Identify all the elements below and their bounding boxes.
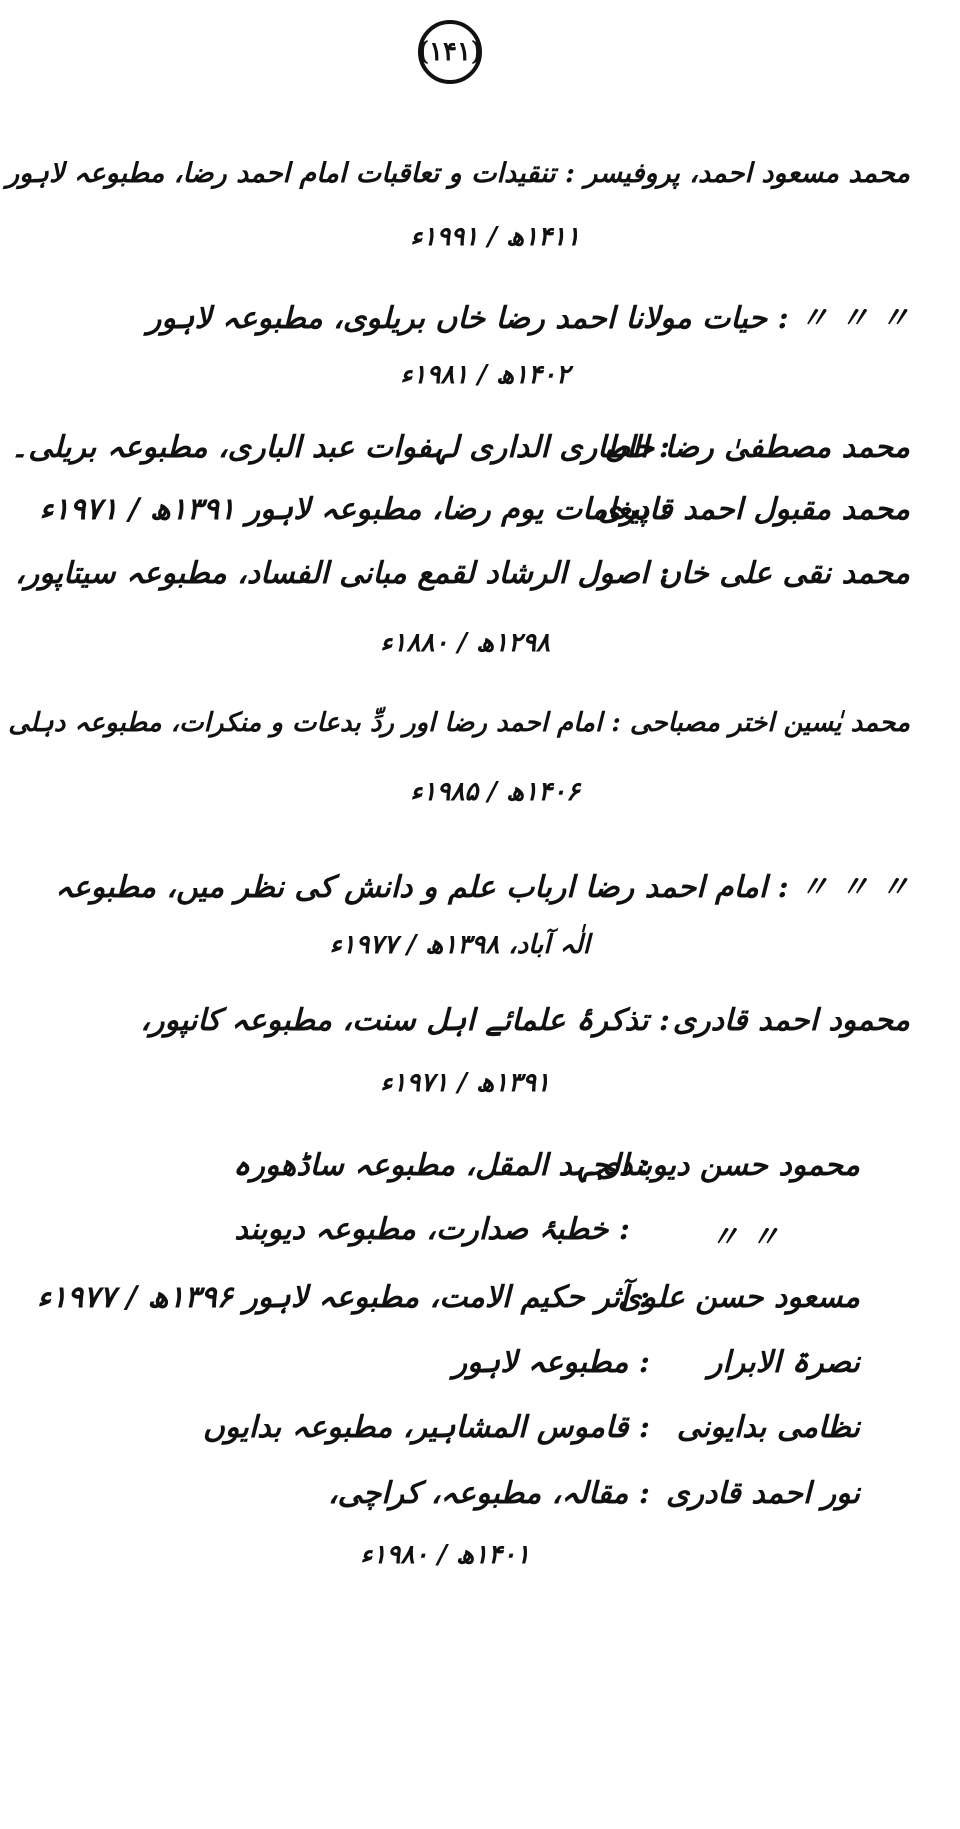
entry-11-author: مسعود حسن علوی [617,1280,860,1315]
entry-11-text: : آثر حکیم الامت، مطبوعہ لاہور ۱۳۹۶ھ / ۱۹۷۷ء [37,1280,650,1315]
entry-9-text: : الجہد المقل، مطبوعہ ساڈھورہ [232,1148,650,1183]
entry-4-author: محمد مقبول احمد قادری [597,492,910,527]
entry-12-text: : مطبوعہ لاہور [452,1345,650,1380]
entry-5-text: : اصول الرشاد لقمع مبانی الفساد، مطبوعہ سیتاپور، [15,556,670,591]
entry-13-author: نظامی بدایونی [676,1410,860,1445]
entry-7-text: 〃 〃 〃 : امام احمد رضا ارباب علم و دانش کی نظر میں، مطبوعہ [55,870,910,905]
entry-12-author: نصرۃ الابرار [707,1345,860,1380]
entry-1-date: ۱۴۱۱ھ / ۱۹۹۱ء [410,222,580,252]
entry-8-text: : تذکرۂ علمائے اہل سنت، مطبوعہ کانپور، [140,1003,670,1038]
entry-14-date: ۱۴۰۱ھ / ۱۹۸۰ء [360,1540,530,1570]
entry-13-text: : قاموس المشاہیر، مطبوعہ بدایوں [202,1410,650,1445]
entry-2-date: ۱۴۰۲ھ / ۱۹۸۱ء [400,360,570,390]
entry-5-date: ۱۲۹۸ھ / ۱۸۸۰ء [380,628,550,658]
entry-5-author: محمد نقی علی خاں [659,556,910,591]
entry-14-author: نور احمد قادری [665,1476,860,1511]
entry-10-text: : خطبۂ صدارت، مطبوعہ دیوبند [234,1212,630,1247]
entry-1-text: محمد مسعود احمد، پروفیسر : تنقیدات و تعاقبات امام احمد رضا، مطبوعہ لاہور [6,158,910,189]
entry-7-date: الٰہ آباد، ۱۳۹۸ھ / ۱۹۷۷ء [329,930,590,960]
page-number: (۱۴۱) [418,20,482,84]
entry-8-date: ۱۳۹۱ھ / ۱۹۷۱ء [380,1068,550,1098]
entry-8-author: محمود احمد قادری [672,1003,910,1038]
entry-3-text: : الطاری الداری لہفوات عبد الباری، مطبوعہ بریلی۔ [10,430,670,465]
entry-4-text: : پیغامات یوم رضا، مطبوعہ لاہور ۱۳۹۱ھ / ۱۹۷۱ء [39,492,670,527]
entry-9-author: محمود حسن دیوبندی [595,1148,860,1183]
entry-2-text: 〃 〃 〃 : حیات مولانا احمد رضا خاں بریلوی، مطبوعہ لاہور [146,301,910,336]
entry-6-text: محمد یٰسین اختر مصباحی : امام احمد رضا اور ردِّ بدعات و منکرات، مطبوعہ دہلی [8,708,910,738]
entry-6-date: ۱۴۰۶ھ / ۱۹۸۵ء [410,777,580,807]
entry-10-author: 〃 〃 [709,1220,780,1255]
entry-14-text: : مقالہ، مطبوعہ، کراچی، [328,1476,650,1511]
entry-3-author: محمد مصطفیٰ رضا خاں [604,430,910,465]
